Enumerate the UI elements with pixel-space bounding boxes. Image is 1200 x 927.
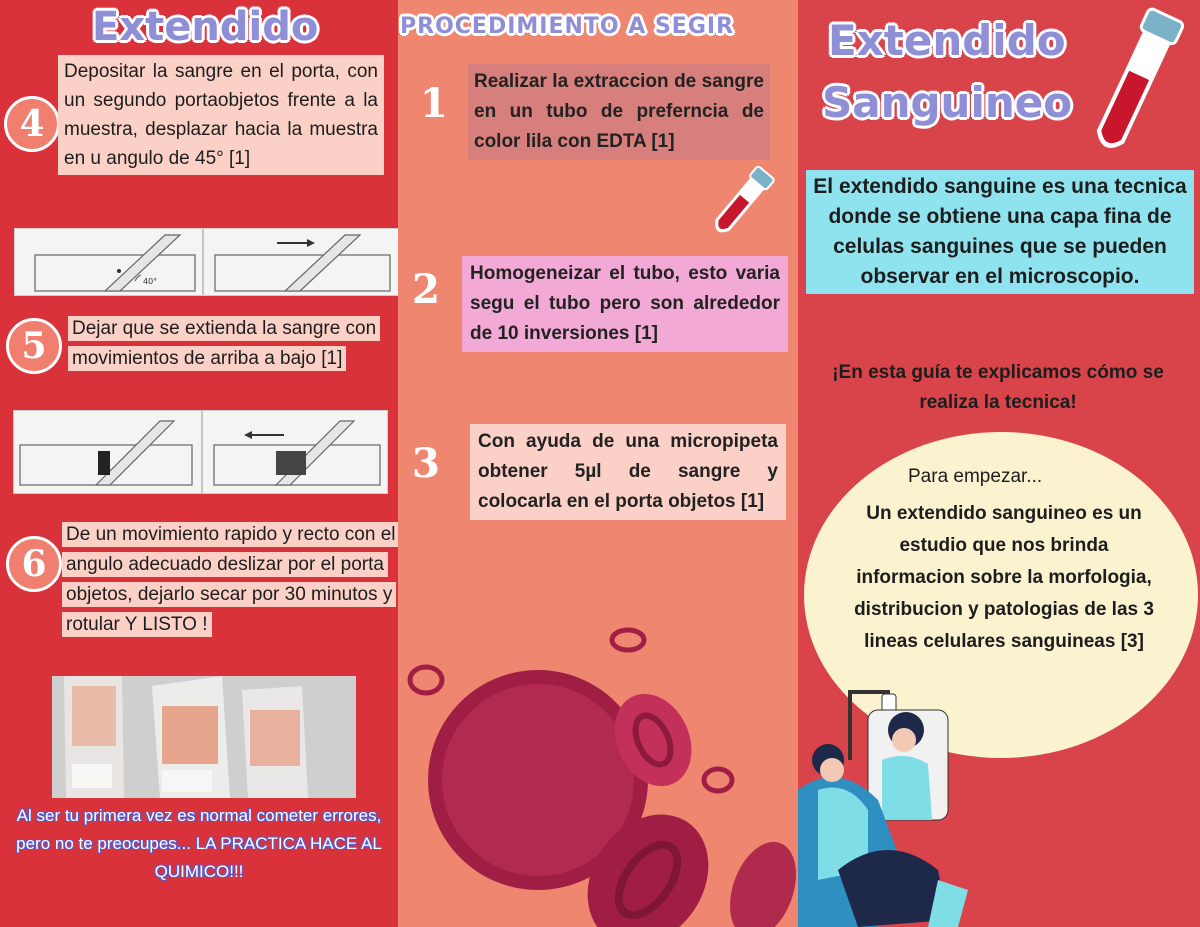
guide-text: ¡En esta guía te explicamos cómo se realiza la tecnica! [832,362,1164,413]
left-footer: Al ser tu primera vez es normal cometer errores, pero no te preocupes... LA PRACTICA HACE AL QUIMICO!!! [16,806,382,881]
mid-step-2-text: Homogeneizar el tubo, esto varia segu el tubo pero son alrededor de 10 inversiones [1] [462,256,788,352]
mid-step-3-text: Con ayuda de una micropipeta obtener 5µl de sangre y colocarla en el porta objetos [1] [470,424,786,520]
step-5-text: Dejar que se extienda la sangre con movimientos de arriba a bajo [1] [68,314,390,374]
angle-label: 40° [143,277,158,286]
slide-diagram-45deg [14,228,399,296]
right-panel [798,0,1200,927]
intro-text: Un extendido sanguineo es un estudio que nos brinda informacion sobre la morfologia, distribucion y patologias de las 3 lineas celulares sanguineas [3] [854,503,1154,652]
right-title-line2: Sanguineo [822,78,1073,127]
step-6-number: 6 [6,536,62,592]
mid-step-1-number: 1 [420,80,448,127]
middle-title: PROCEDIMIENTO A SEGIR [400,14,735,39]
blood-donation-illustration [798,680,1008,927]
intro-heading: Para empezar... [908,466,1043,487]
step-4-number: 4 [4,96,60,152]
middle-panel [398,0,798,927]
left-title: Extendido [92,4,319,50]
blood-tube-small-icon [688,160,788,250]
step-4-text: Depositar la sangre en el porta, con un segundo portaobjetos frente a la muestra, desplazar hacia la muestra en u angulo de 45° [1] [58,55,384,175]
step-5-number: 5 [6,318,62,374]
blood-cells-illustration [398,620,798,927]
mid-step-2-number: 2 [412,266,440,313]
definition-box: El extendido sanguine es una tecnica donde se obtiene una capa fina de celulas sanguines que se pueden observar en el microscopio. [806,170,1194,294]
right-title-line1: Extendido [828,16,1066,65]
mid-step-3-number: 3 [412,440,440,487]
mid-step-1-text: Realizar la extraccion de sangre en un tubo de preferncia de color lila con EDTA [1] [468,64,770,160]
blood-tube-large-icon [1074,4,1194,164]
step-6-text: De un movimiento rapido y recto con el angulo adecuado deslizar por el porta objetos, dejarlo secar por 30 minutos y rotular Y LISTO ! [62,520,398,640]
slides-photo [52,676,356,798]
left-panel [0,0,398,927]
slide-diagram-spread [13,410,388,494]
